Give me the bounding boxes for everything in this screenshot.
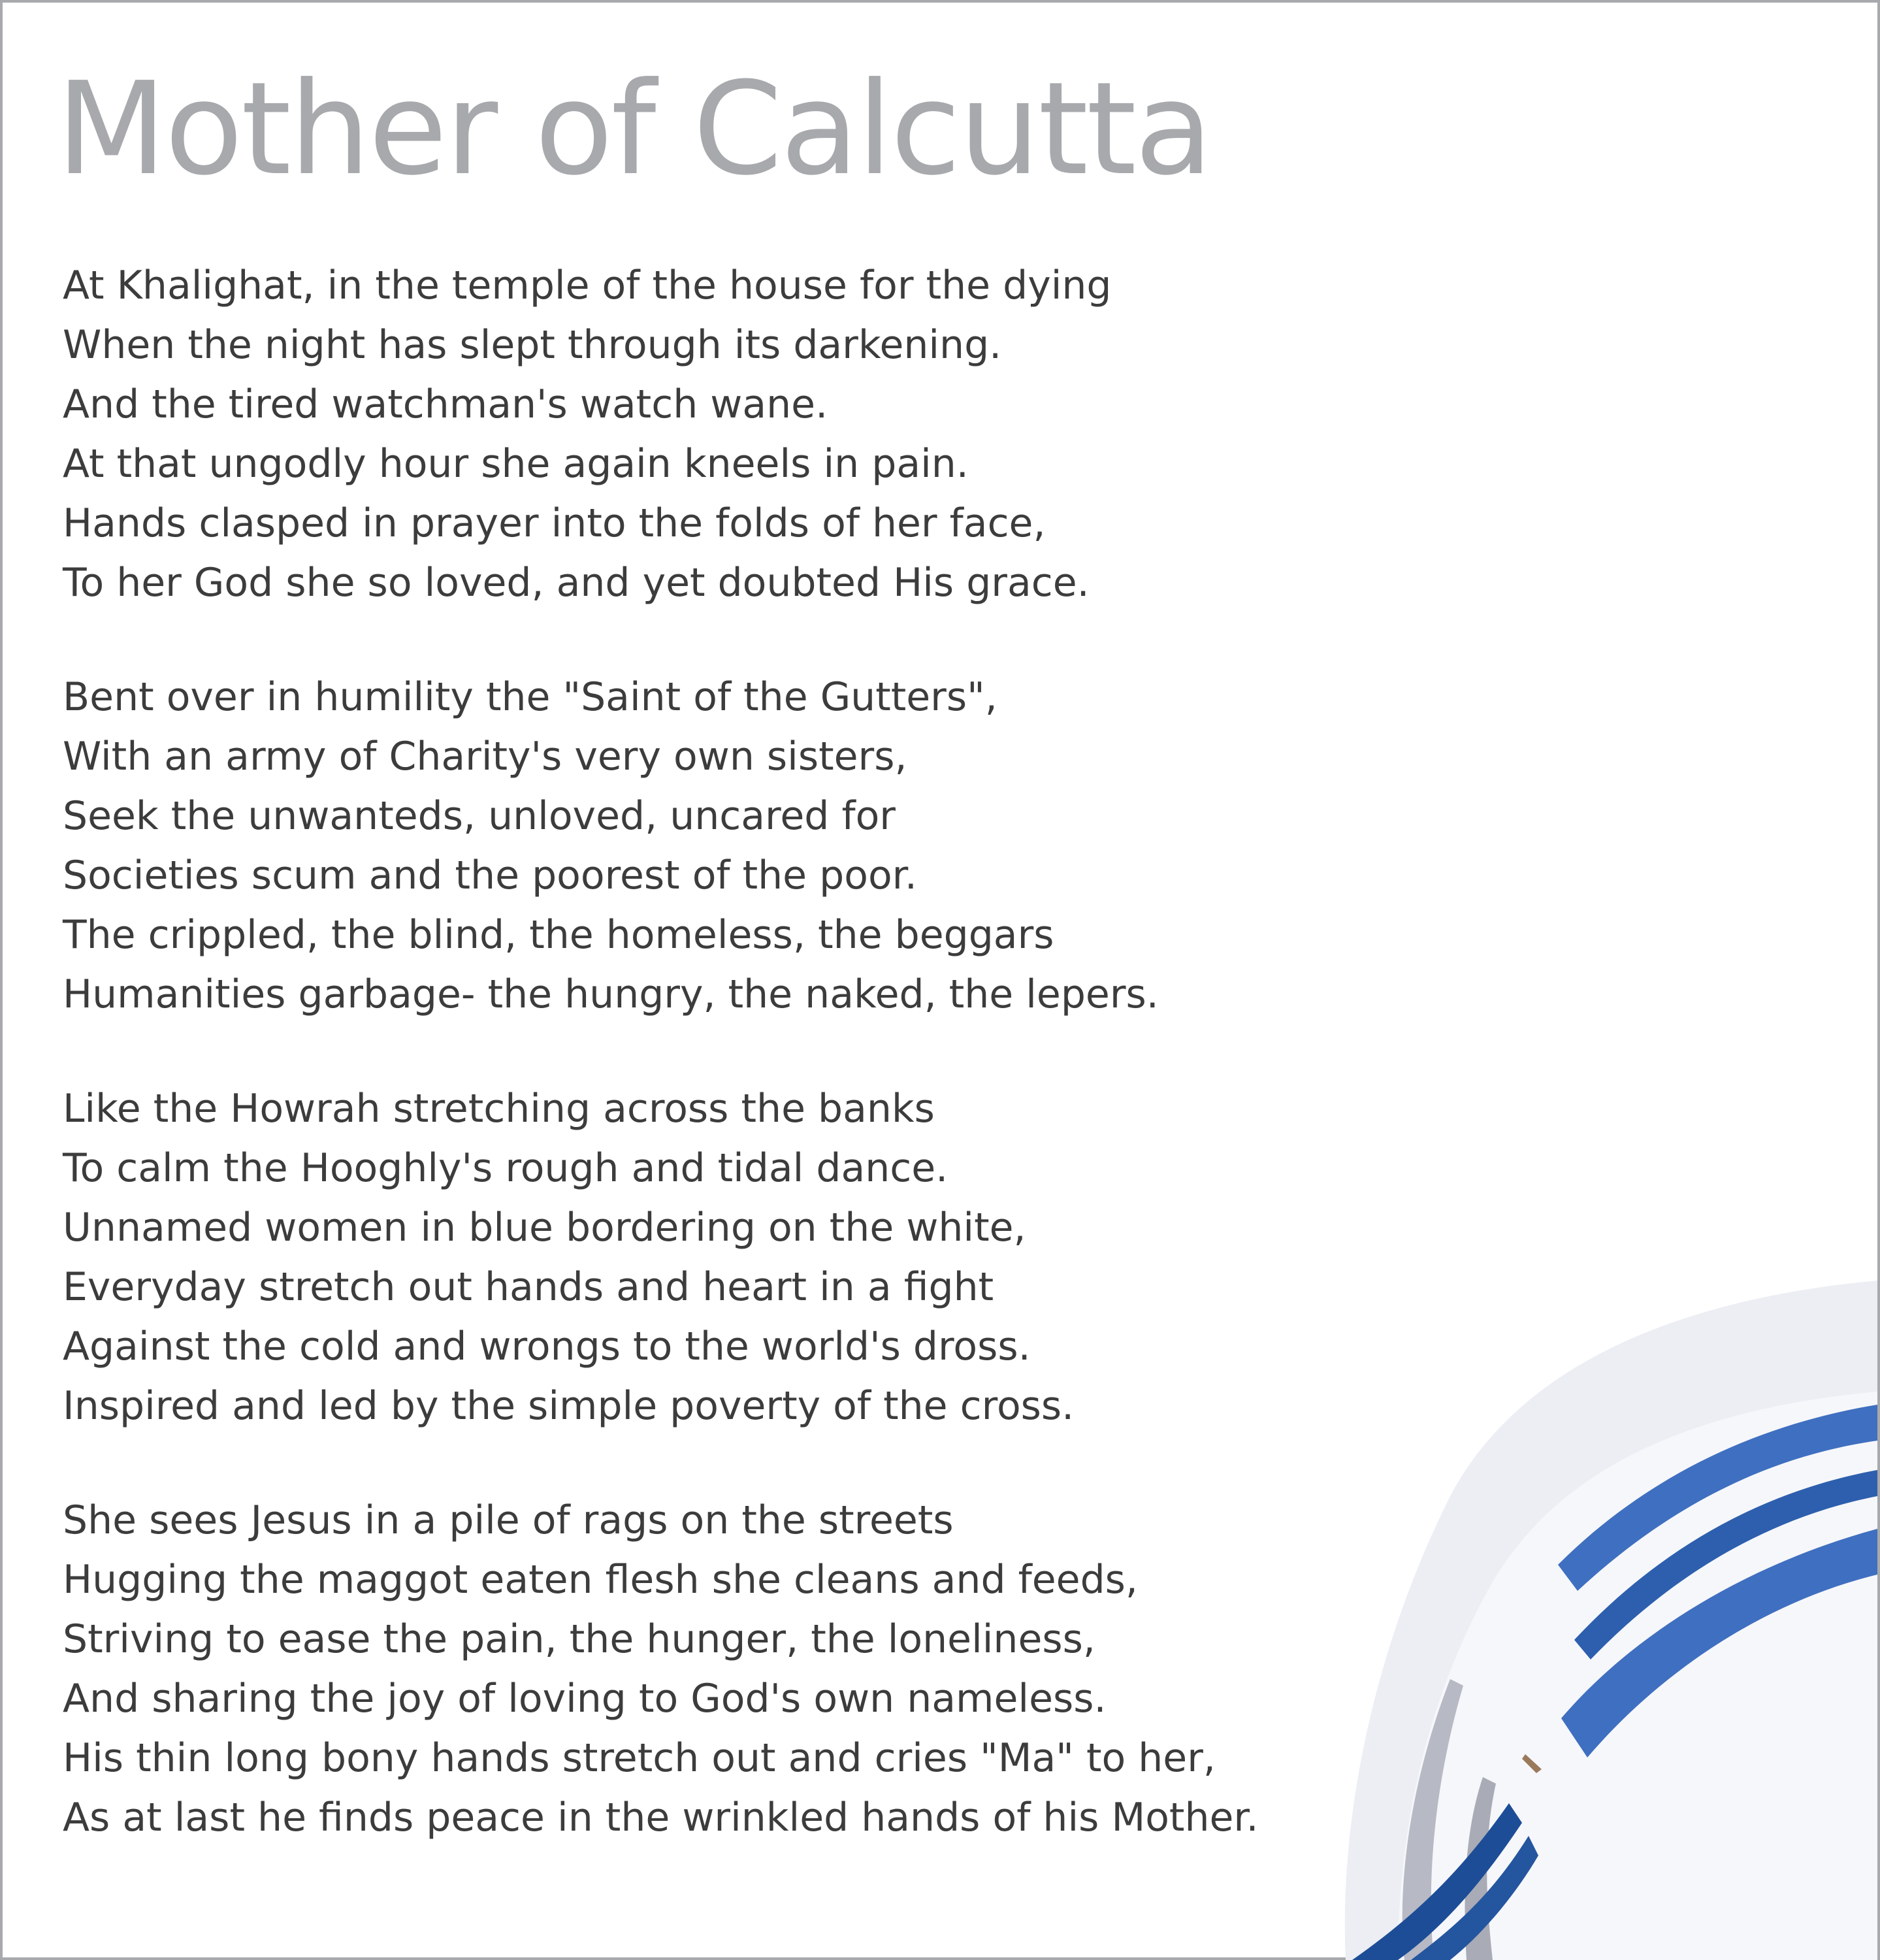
poem-line: The crippled, the blind, the homeless, the beggars xyxy=(63,912,1054,958)
poem-line: With an army of Charity's very own sisters, xyxy=(63,734,907,779)
poem-line: Societies scum and the poorest of the poor. xyxy=(63,853,917,898)
stanza-2 xyxy=(63,668,1369,1024)
sari-brushstroke-illustration xyxy=(1300,1261,1880,1960)
poem-line: And sharing the joy of loving to God's own nameless. xyxy=(63,1676,1107,1722)
poem-line: Seek the unwanteds, unloved, uncared for xyxy=(63,793,896,839)
poem-body xyxy=(63,256,1369,1903)
stanza-3 xyxy=(63,1079,1369,1436)
poem-line: Humanities garbage- the hungry, the naked, the lepers. xyxy=(63,972,1159,1017)
poem-title: Mother of Calcutta xyxy=(56,55,1211,204)
poem-line: Hugging the maggot eaten flesh she cleans and feeds, xyxy=(63,1557,1138,1603)
poem-line: When the night has slept through its darkening. xyxy=(63,322,1002,368)
stanza-4 xyxy=(63,1491,1369,1848)
poem-line: Hands clasped in prayer into the folds of her face, xyxy=(63,500,1046,546)
poem-line: Like the Howrah stretching across the banks xyxy=(63,1086,935,1132)
poem-line: And the tired watchman's watch wane. xyxy=(63,382,828,427)
poem-line: To calm the Hooghly's rough and tidal dance. xyxy=(63,1145,948,1191)
poem-line: As at last he finds peace in the wrinkled hands of his Mother. xyxy=(63,1795,1259,1840)
poem-line: To her God she so loved, and yet doubted His grace. xyxy=(63,560,1090,606)
poem-line: Bent over in humility the "Saint of the Gutters", xyxy=(63,674,997,720)
poem-line: At that ungodly hour she again kneels in pain. xyxy=(63,441,969,487)
poem-line: Unnamed women in blue bordering on the white, xyxy=(63,1205,1026,1250)
poem-line: She sees Jesus in a pile of rags on the streets xyxy=(63,1497,954,1543)
poem-line: At Khalighat, in the temple of the house for the dying xyxy=(63,263,1112,308)
stanza-1 xyxy=(63,256,1369,613)
poem-line: Striving to ease the pain, the hunger, the loneliness, xyxy=(63,1616,1095,1662)
poem-line: His thin long bony hands stretch out and cries "Ma" to her, xyxy=(63,1735,1216,1781)
poem-line: Inspired and led by the simple poverty of the cross. xyxy=(63,1383,1075,1429)
poem-line: Against the cold and wrongs to the world's dross. xyxy=(63,1324,1031,1369)
poem-line: Everyday stretch out hands and heart in a fight xyxy=(63,1264,994,1310)
